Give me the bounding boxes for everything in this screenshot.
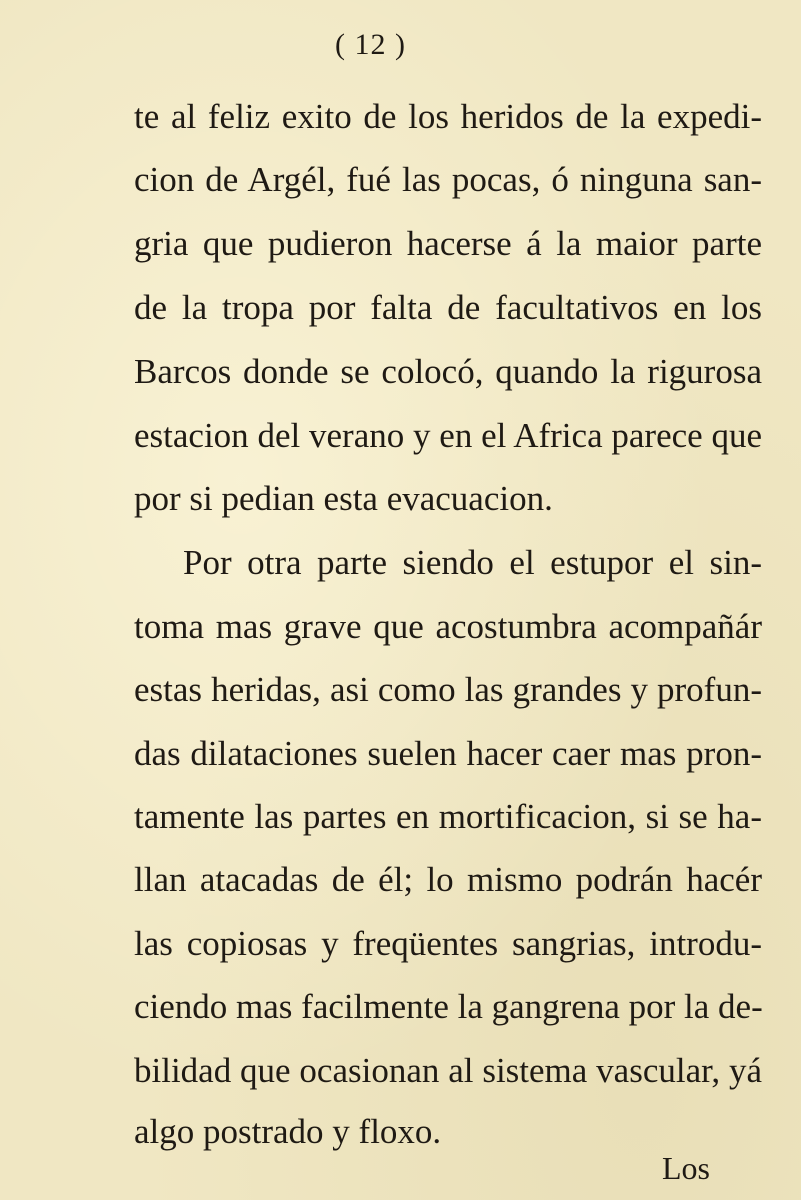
text-line: bilidad que ocasionan al sistema vascular, yá	[134, 1051, 762, 1090]
text-line: Barcos donde se colocó, quando la rigurosa	[134, 352, 762, 391]
text-line: algo postrado y floxo.	[134, 1112, 442, 1151]
text-line: gria que pudieron hacerse á la maior parte	[134, 224, 762, 263]
text-line: de la tropa por falta de facultativos en los	[134, 288, 762, 327]
text-line: te al feliz exito de los heridos de la expedi-	[134, 97, 762, 136]
text-line: llan atacadas de él; lo mismo podrán hacér	[134, 860, 762, 899]
text-line: cion de Argél, fué las pocas, ó ninguna san-	[134, 160, 762, 199]
text-line: las copiosas y freqüentes sangrias, introdu-	[134, 924, 762, 963]
text-line: por si pedian esta evacuacion.	[134, 479, 553, 518]
text-line: tamente las partes en mortificacion, si se ha-	[134, 797, 762, 836]
page-number: ( 12 )	[335, 28, 406, 61]
text-line: toma mas grave que acostumbra acompañár	[134, 607, 762, 646]
paragraph-first-line: Por otra parte siendo el estupor el sin-	[183, 543, 762, 582]
text-line: ciendo mas facilmente la gangrena por la de-	[134, 987, 763, 1026]
text-line: estas heridas, asi como las grandes y profun-	[134, 670, 762, 709]
text-line: das dilataciones suelen hacer caer mas pron-	[134, 734, 762, 773]
catchword: Los	[662, 1150, 710, 1186]
text-line: estacion del verano y en el Africa parece que	[134, 416, 762, 455]
